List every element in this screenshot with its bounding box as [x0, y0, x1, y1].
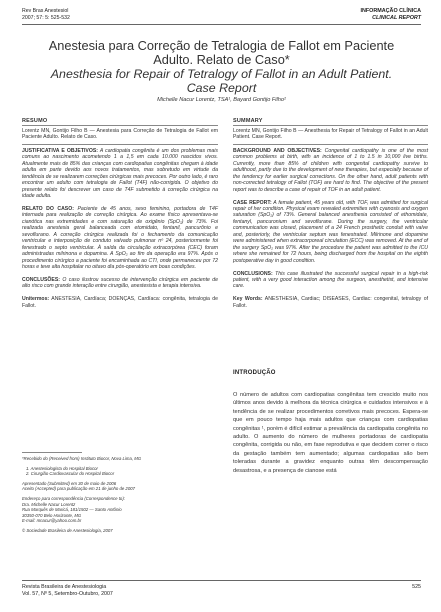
resumo-just-label: JUSTIFICATIVA E OBJETIVOS:	[22, 147, 98, 154]
summary-citation: Lorentz MN, Gontijo Filho B — Anesthesia for Repair of Tetralogy of Fallot in an Adult Patient. Case Report.	[233, 127, 428, 141]
footnote-corr-name: Dra. Michelle Nacur Lorentz	[22, 501, 76, 507]
summary-keywords-label: Key Words:	[233, 296, 263, 303]
footer-divider	[22, 580, 421, 581]
authors-line: Michelle Nacur Lorentz, TSA¹, Bayard Gontijo Filho²	[157, 97, 286, 103]
footnote-rule	[22, 452, 82, 453]
resumo-unitermos-label: Unitermos:	[22, 296, 50, 303]
footnote-corr-label: Endereço para correspondência (Correspondence to):	[22, 495, 125, 501]
summary-heading: SUMMARY	[233, 118, 263, 124]
title-english: Anesthesia for Repair of Tetralogy of Fallot in an Adult Patient. Case Report	[50, 67, 393, 95]
resumo-rule	[22, 125, 218, 126]
section-label-pt: INFORMAÇÃO CLÍNICA	[360, 8, 421, 14]
resumo-relato-label: RELATO DO CASO:	[22, 205, 74, 212]
footnote-submitted: Apresentado (Submitted) em 30 de maio de 2006	[22, 480, 117, 486]
page-number: 525	[412, 584, 421, 590]
summary-citation-rule	[233, 144, 428, 145]
resumo-just-text: A cardiopatia congênita é um dos problemas mais comuns ao nascimento acometendo 1 a 1,5 em cada 10.000 nascidos vivos. Atualmente mais de 85% das crianças com cardiopatias congênitas chegam à idade adulta em parte devido aos novos tratamentos, mas sobretudo em virtude da tendência de se realizarem correções cirúrgicas mais precoces. Por outro lado, é raro encontrar um adulto com tetralogia de Fallot (T4F) não-corrigida. O objetivo do presente relato foi descrever um caso de T4F submetido à correção cirúrgica na idade adulta.	[22, 147, 218, 200]
summary-bg-label: BACKGROUND AND OBJECTIVES:	[233, 147, 322, 154]
summary-section	[233, 118, 428, 309]
journal-header	[22, 8, 70, 21]
footnote-accepted: Aceito (Accepted) para publicação em 21 de junho de 2007	[22, 486, 135, 492]
footnotes	[22, 452, 218, 534]
intro-heading: INTRODUÇÃO	[233, 370, 276, 376]
resumo-citation: Lorentz MN, Gontijo Filho B — Anestesia para Correção de Tetralogia de Fallot em Paciente Adulto. Relato de Caso.	[22, 127, 218, 141]
summary-case-label: CASE REPORT:	[233, 199, 272, 206]
summary-keywords-text: ANESTHESIA, Cardiac; DISEASES, Cardiac: congenital, tetralogy of Fallot.	[233, 296, 428, 309]
resumo-heading: RESUMO	[22, 118, 48, 124]
footnote-aff1: 1. Anestesiologista do Hospital Biocor	[26, 465, 98, 471]
footer-journal	[22, 584, 113, 597]
resumo-concl-text: O caso ilustrou sucesso de intervenção cirúrgica em paciente de alto risco com grande interação entre cirurgião, anestesista e terapia intensiva.	[22, 277, 218, 290]
resumo-concl-label: CONCLUSÕES:	[22, 277, 60, 284]
header-divider	[22, 24, 421, 25]
journal-citation: 2007; 57: 5: 525-532	[22, 14, 70, 21]
summary-concl-text: This case illustrated the successful surgical repair in a high-risk patient, with a very good interaction among the surgeon, anesthetist, and intensive care.	[233, 270, 428, 290]
journal-name: Rev Bras Anestesiol	[22, 8, 69, 14]
footnote-aff2: 2. Cirurgião Cardiovascular do Hospital Biocor	[26, 471, 115, 477]
footer-journal-name: Revista Brasileira de Anestesiologia	[22, 584, 107, 590]
section-header	[361, 8, 422, 21]
section-label-en: CLINICAL REPORT	[372, 14, 421, 21]
footnote-corr-email: E-mail: mnacur@yahoo.com.br	[22, 518, 82, 524]
summary-rule	[233, 125, 428, 126]
intro-text: O número de adultos com cardiopatias congênitas tem crescido muito nos últimos anos devido à melhora da técnica cirúrgica e cuidados intensivos e à tendência de se realizar procedimentos corretivos mais precoces. Espera-se que em pouco tempo haja mais adultos que crianças com cardiopatias congênitas ¹, porém é difícil estimar a prevalência da cardiopatia congênita no adulto. O aumento do número de mulheres portadoras de cardiopatia congênita, corrigida ou não, em fase reprodutiva e que decidem correr o risco da gestação também tem aumentado; algumas cardiopatias são bem toleradas durante a gravidez enquanto outras têm descompensação desastrosa, e a presença de cianose está	[233, 392, 428, 474]
footnote-copyright: © Sociedade Brasileira de Anestesiologia, 2007	[22, 527, 113, 533]
footnote-corr-addr1: Rua Marquês de Maricá, 181/1502 — Santo Antônio	[22, 507, 122, 513]
footnote-corr-addr2: 30350-070 Belo Horizonte, MG	[22, 512, 82, 518]
footnote-received: *Recebido do (Received from) Instituto Biocor, Nova Lima, MG	[22, 456, 142, 461]
summary-concl-label: CONCLUSIONS:	[233, 270, 273, 277]
summary-bg-text: Congenital cardiopathy is one of the most common problems at birth, with an incidence of 1 to 1.5 in 10,000 live births. Currently, more than 85% of children with congenital cardiopathy survive to adulthood, partly due to the development of new therapies, but especially because of the tendency for earlier surgical corrections. On the other hand, adult patients with non-corrected tetralogy of Fallot (TOF) are hard to find. The objective of the present report was to describe a case of repair of TOF in an adult patient.	[233, 147, 429, 193]
resumo-section	[22, 118, 218, 309]
footer-issue: Vol. 57, Nº 5, Setembro-Outubro, 2007	[22, 590, 113, 597]
resumo-citation-rule	[22, 144, 218, 145]
summary-case-text: A female patient, 45 years old, with TOF, was admitted for surgical repair of her condition. Physical exam revealed extremities with cyanosis and oxygen saturation (SpO₂) of 73%. General balanced anesthesia consisted of ethomidate, fentanyl, pancuronium and sevoflurane. During the surgery, the ventricular communication was closed, placement of a 24 French prosthetic conduit with valve and, posteriorly, the ventricular septum was fenestrated. Milrinone and dopamine were administered when extracorporeal circulation (ECC) was removed. At the end of the surgery SpO₂ was 97%. After the procedure the patient was admitted to the ICU where she remained for 72 hours, being discharged from the hospital on the eighth postoperative day in good condition.	[233, 199, 428, 264]
resumo-unitermos-text: ANESTESIA, Cardíaca; DOENÇAS, Cardíaca: congênita, tetralogia de Fallot.	[22, 296, 218, 309]
title-portuguese: Anestesia para Correção de Tetralogia de Fallot em Paciente Adulto. Relato de Caso*	[48, 38, 395, 67]
resumo-relato-text: Paciente de 45 anos, sexo feminino, portadora de T4F internada para realização de correção cirúrgica. Ao exame físico apresentava-se cianótica nas extremidades e com saturação de oxigênio (SpO₂) de 73%. Foi realizada anestesia geral balanceada com etomidato, fentanil, pancurônio e sevoflurano. A correção cirúrgica realizada foi o fechamento da comunicação ventricular e interposição de conduto valvado pulmonar nº 24, posteriormente foi fenestrado o septo ventricular. À saída da circulação extracorpórea (CEC) foram administradas milrinona e dopamina. A SpO₂ ao fim da operação era 97%. Após o procedimento cirúrgico a paciente foi encaminhada ao CTI, onde permaneceu por 72 horas e teve alta hospitalar no oitavo dia pós-operatório em boas condições.	[22, 205, 218, 271]
